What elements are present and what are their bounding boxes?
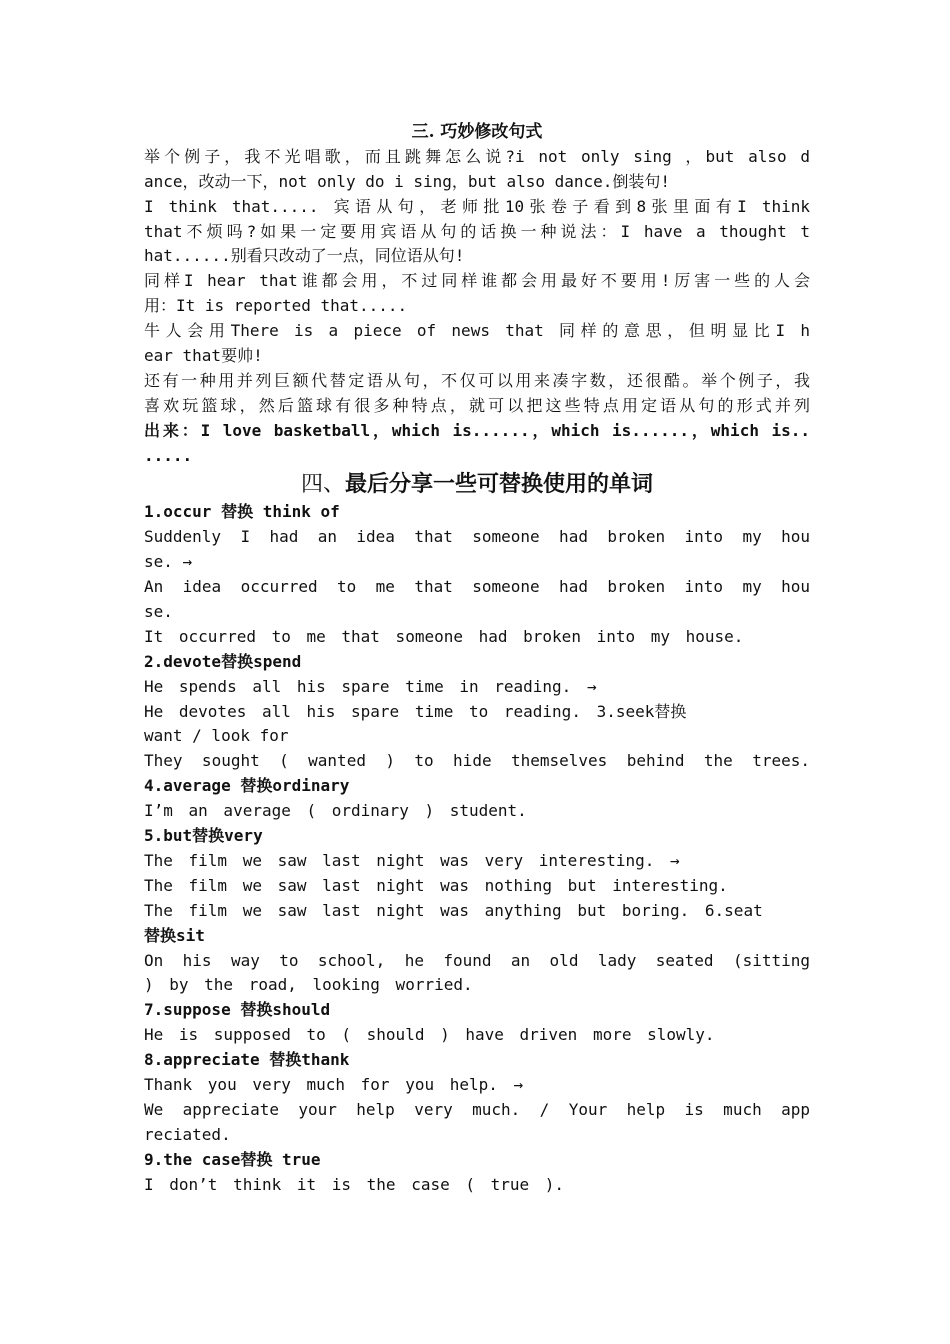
text-line: 喜欢玩篮球，然后篮球有很多种特点，就可以把这些特点用定语从句的形式并列 — [144, 395, 810, 415]
section-4-heading — [144, 470, 810, 500]
example-line: se. — [144, 602, 173, 622]
text-line: 用：It is reported that..... — [144, 296, 408, 316]
example-line: ) by the road, looking worried. — [144, 975, 473, 995]
word-heading: 8.appreciate 替换thank — [144, 1050, 350, 1070]
example-line: I don’t think it is the case ( true ). — [144, 1174, 565, 1194]
example-line: We appreciate your help very much. / Your help is much app — [144, 1099, 810, 1119]
text-line: 同样I hear that谁都会用，不过同样谁都会用最好不要用!厉害一些的人会 — [144, 271, 810, 291]
example-line: The film we saw last night was anything but boring. 6.seat — [144, 900, 763, 920]
word-heading: 1.occur 替换 think of — [144, 502, 340, 522]
word-heading: 替换sit — [144, 925, 205, 945]
text-line: I think that..... 宾语从句，老师批10张卷子看到8张里面有I think — [144, 196, 810, 216]
section-4-heading-prefix: 四、 — [300, 472, 345, 498]
section-3-body — [144, 145, 810, 469]
example-line: I’m an average ( ordinary ) student. — [144, 801, 527, 821]
word-heading: 2.devote替换spend — [144, 651, 302, 671]
example-line: He spends all his spare time in reading. → — [144, 676, 597, 696]
text-line: that不烦吗?如果一定要用宾语从句的话换一种说法：I have a thought t — [144, 221, 810, 241]
text-line: ear that要帅! — [144, 346, 263, 366]
example-line: se. → — [144, 552, 193, 572]
example-line: He is supposed to ( should ) have driven more slowly. — [144, 1025, 715, 1045]
text-line: 举个例子，我不光唱歌，而且跳舞怎么说?i not only sing ，but also d — [144, 146, 810, 166]
example-line: It occurred to me that someone had broken into my house. — [144, 626, 744, 646]
example-line: reciated. — [144, 1124, 231, 1144]
document-page — [144, 120, 810, 1197]
example-line: Thank you very much for you help. → — [144, 1074, 524, 1094]
section-4-body — [144, 500, 810, 1197]
text-line: ance，改动一下，not only do i sing，but also dance.倒装句! — [144, 171, 671, 191]
example-line: On his way to school, he found an old lady seated (sitting — [144, 950, 810, 970]
example-line: The film we saw last night was very interesting. → — [144, 850, 680, 870]
example-line: They sought ( wanted ) to hide themselves behind the trees. — [144, 751, 810, 771]
word-heading: 9.the case替换 true — [144, 1149, 321, 1169]
section-4-heading-title: 最后分享一些可替换使用的单词 — [345, 472, 654, 498]
text-line: hat......别看只改动了一点，同位语从句! — [144, 246, 465, 266]
text-line: ..... — [144, 445, 193, 465]
word-heading: 7.suppose 替换should — [144, 1000, 331, 1020]
word-heading: 4.average 替换ordinary — [144, 776, 350, 796]
example-line: Suddenly I had an idea that someone had broken into my hou — [144, 527, 810, 547]
example-line: want / look for — [144, 726, 289, 746]
example-line: He devotes all his spare time to reading. 3.seek替换 — [144, 701, 687, 721]
example-line: The film we saw last night was nothing but interesting. — [144, 875, 728, 895]
example-line: An idea occurred to me that someone had broken into my hou — [144, 577, 810, 597]
text-line: 出来：I love basketball，which is......，which is......，which is.. — [144, 420, 810, 440]
text-line: 牛人会用There is a piece of news that 同样的意思，但明显比I h — [144, 321, 810, 341]
word-heading: 5.but替换very — [144, 826, 263, 846]
section-3-heading: 三. 巧妙修改句式 — [411, 122, 543, 142]
text-line: 还有一种用并列巨额代替定语从句，不仅可以用来凑字数，还很酷。举个例子，我 — [144, 370, 810, 390]
